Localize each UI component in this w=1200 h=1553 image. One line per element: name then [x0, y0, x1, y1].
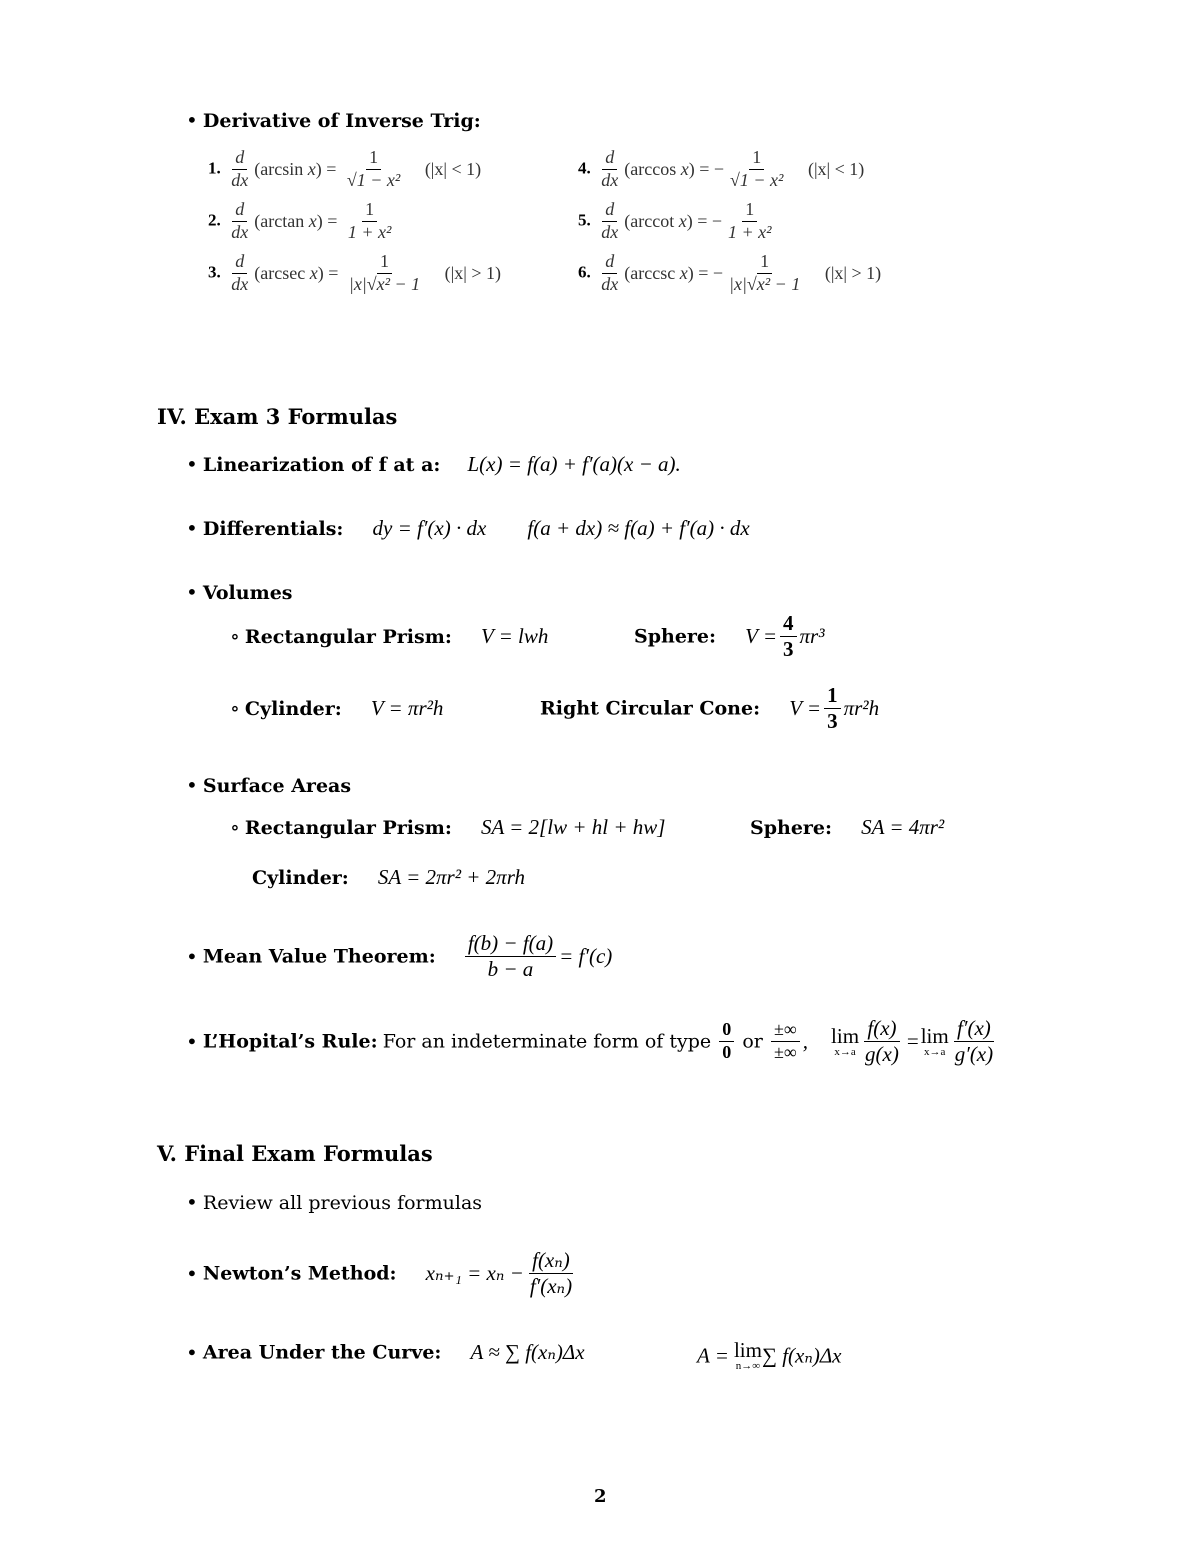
differentials-label: Differentials: — [202, 518, 344, 540]
trig-function-name: arccsc — [630, 262, 676, 283]
trig-condition: (|x| > 1) — [824, 262, 882, 283]
trig-function: (arcsin x) = — [254, 158, 341, 179]
lhopital-or: or — [742, 1030, 763, 1053]
differentials-formula: dy = f′(x) · dx — [372, 516, 487, 540]
circle-bullet-icon: ∘ — [230, 815, 240, 839]
trig-sign: − — [711, 210, 723, 231]
fraction — [345, 200, 395, 243]
fraction — [952, 1017, 996, 1066]
fraction-denominator: dx — [231, 273, 249, 294]
linearization-label: Linearization — [202, 454, 345, 476]
volume-sphere-label: Sphere: — [634, 625, 717, 648]
limit-word: lim — [920, 1023, 949, 1048]
trig-function-name: arccos — [630, 158, 677, 179]
linearization-rest: of f at a: — [344, 454, 441, 476]
fraction-numerator: d — [602, 148, 617, 170]
trig-function-name: arctan — [260, 210, 305, 231]
trig-number: 2. — [208, 210, 221, 230]
lhopital-comma: , — [802, 1029, 808, 1054]
trig-function-name: arcsin — [260, 158, 304, 179]
bullet-icon: • — [186, 1029, 198, 1054]
fraction-numerator: f′(x) — [954, 1017, 994, 1042]
fraction — [598, 252, 621, 295]
volume-cylinder-label: Cylinder: — [244, 698, 342, 720]
area-limit-item — [697, 1340, 842, 1372]
fraction-numerator: d — [602, 252, 617, 274]
bullet-icon: • — [186, 516, 198, 540]
fraction-numerator: 1 — [757, 252, 772, 274]
trig-function: (arctan x) = — [254, 210, 342, 231]
trig-variable: x — [309, 262, 318, 283]
trig-number: 1. — [208, 158, 221, 178]
fraction-numerator: f(xₙ) — [529, 1249, 573, 1274]
limit-subscript: x→a — [834, 1045, 856, 1058]
trig-formula-row — [208, 200, 411, 243]
fraction-numerator: 1 — [377, 252, 392, 274]
fraction — [780, 612, 797, 661]
fraction — [344, 148, 403, 191]
fraction-denominator: |x|√x² − 1 — [348, 273, 421, 294]
lhopital-text: For an indeterminate form of type — [382, 1030, 712, 1053]
trig-condition: (|x| > 1) — [444, 262, 502, 283]
trig-formula-row — [578, 148, 864, 191]
fraction — [824, 684, 841, 733]
newton-item — [186, 1249, 578, 1298]
trig-variable: x — [679, 262, 688, 283]
volume-cylinder-item — [230, 696, 443, 721]
page-number: 2 — [594, 1486, 607, 1507]
fraction-denominator: 1 + x² — [347, 221, 392, 242]
fraction-numerator: 1 — [749, 148, 764, 170]
surface-prism-formula: SA = 2[lw + hl + hw] — [480, 815, 666, 839]
volume-prism-formula: V = lwh — [480, 624, 549, 648]
fraction-numerator: d — [232, 148, 247, 170]
volume-cone-item — [540, 684, 879, 733]
fraction-denominator: √1 − x² — [346, 169, 401, 190]
fraction-denominator: 3 — [783, 637, 794, 662]
fraction-numerator: 1 — [362, 200, 377, 222]
bullet-icon: • — [186, 1261, 198, 1286]
fraction-denominator: dx — [601, 273, 619, 294]
fraction-denominator: dx — [601, 221, 619, 242]
surface-sphere-formula: SA = 4πr² — [861, 815, 945, 839]
area-approx-formula: A ≈ ∑ f(xₙ)Δx — [470, 1340, 585, 1364]
differentials-approx-formula: f(a + dx) ≈ f(a) + f′(a) · dx — [527, 516, 750, 540]
newton-label: Newton’s Method: — [202, 1262, 397, 1285]
surface-areas-label: Surface Areas — [202, 775, 352, 797]
volume-cone-rhs: πr²h — [843, 696, 880, 721]
linearization-item — [186, 452, 681, 477]
area-limit-lhs: A = — [697, 1343, 729, 1368]
fraction-numerator: f(b) − f(a) — [465, 932, 556, 957]
fraction-denominator: 1 + x² — [728, 221, 772, 242]
trig-function: (arccot x) = − — [624, 210, 723, 231]
trig-number: 3. — [208, 262, 221, 282]
bullet-icon: • — [186, 108, 198, 132]
bullet-icon: • — [186, 580, 198, 604]
bullet-icon: • — [186, 452, 198, 476]
fraction — [228, 148, 251, 191]
mvt-item — [186, 932, 612, 981]
bullet-icon: • — [186, 773, 198, 797]
fraction-numerator: 4 — [780, 612, 797, 637]
trig-function: (arccsc x) = − — [624, 262, 724, 283]
fraction-denominator: √1 − x² — [730, 169, 784, 190]
fraction-numerator: 1 — [824, 684, 841, 709]
fraction — [862, 1017, 902, 1066]
fraction — [598, 200, 621, 243]
trig-item — [186, 108, 481, 132]
trig-formula-row — [578, 252, 881, 295]
differentials-item — [186, 516, 750, 541]
trig-number: 6. — [578, 262, 591, 282]
mvt-rhs: = f′(c) — [559, 944, 613, 969]
fraction-numerator: d — [602, 200, 617, 222]
trig-condition: (|x| < 1) — [807, 158, 865, 179]
fraction-numerator: 1 — [366, 148, 381, 170]
trig-variable: x — [680, 158, 689, 179]
trig-variable: x — [308, 210, 317, 231]
section-title-exam3: IV. Exam 3 Formulas — [157, 404, 398, 429]
bullet-icon: • — [186, 1340, 198, 1365]
surface-sphere-item — [750, 815, 944, 840]
surface-cylinder-formula: SA = 2πr² + 2πrh — [377, 865, 525, 889]
fraction — [598, 148, 621, 191]
review-text: Review all previous formulas — [202, 1192, 483, 1214]
volume-sphere-lhs: V = — [745, 624, 777, 649]
fraction-numerator: d — [232, 200, 247, 222]
bullet-icon: • — [186, 944, 198, 969]
volume-sphere-item — [634, 612, 825, 661]
volume-sphere-rhs: πr³ — [799, 624, 825, 649]
fraction — [771, 1020, 800, 1063]
trig-condition: (|x| < 1) — [424, 158, 482, 179]
mvt-label: Mean Value Theorem: — [202, 945, 436, 968]
limit-subscript: x→a — [924, 1045, 946, 1058]
linearization-formula: L(x) = f(a) + f′(a)(x − a). — [467, 452, 681, 476]
volume-prism-label: Rectangular Prism: — [244, 626, 452, 648]
lhopital-label: L’Hopital’s Rule: — [202, 1030, 378, 1053]
fraction-numerator: d — [232, 252, 247, 274]
trig-function: (arccos x) = − — [624, 158, 725, 179]
limit — [734, 1340, 762, 1372]
trig-sign: − — [712, 262, 724, 283]
volumes-item — [186, 580, 292, 604]
bullet-icon: • — [186, 1190, 198, 1214]
fraction — [465, 932, 556, 981]
lhopital-equals: = — [906, 1029, 919, 1054]
fraction — [346, 252, 423, 295]
fraction-numerator: 0 — [719, 1020, 734, 1042]
trig-formula-row — [208, 148, 481, 191]
limit — [920, 1023, 949, 1058]
fraction-denominator: g(x) — [865, 1042, 899, 1067]
fraction — [725, 200, 775, 243]
trig-sign: − — [713, 158, 725, 179]
trig-function-name: arccot — [630, 210, 675, 231]
volume-prism-item — [230, 624, 548, 649]
circle-bullet-icon: ∘ — [230, 624, 240, 648]
section-title-final: V. Final Exam Formulas — [157, 1141, 433, 1166]
fraction-denominator: |x|√x² − 1 — [729, 273, 801, 294]
fraction-denominator: dx — [601, 169, 619, 190]
newton-lhs: xₙ₊₁ = xₙ − — [425, 1261, 524, 1286]
limit-word: lim — [831, 1023, 860, 1048]
volumes-label: Volumes — [202, 582, 293, 604]
area-item — [186, 1340, 585, 1365]
limit-word: lim — [733, 1338, 762, 1362]
lhopital-item — [186, 1017, 999, 1066]
trig-heading: Derivative of Inverse Trig: — [202, 110, 481, 132]
surface-areas-item — [186, 773, 351, 797]
fraction-denominator: 3 — [827, 709, 838, 734]
fraction-denominator: dx — [231, 221, 249, 242]
fraction — [719, 1020, 734, 1063]
volume-cone-lhs: V = — [789, 696, 822, 721]
review-item — [186, 1190, 482, 1214]
trig-formula-row — [208, 252, 501, 295]
surface-prism-label: Rectangular Prism: — [244, 817, 452, 839]
volume-cone-label: Right Circular Cone: — [540, 697, 761, 720]
surface-sphere-label: Sphere: — [750, 817, 833, 839]
fraction-numerator: ±∞ — [771, 1020, 800, 1042]
volume-cylinder-formula: V = πr²h — [370, 696, 444, 720]
surface-cylinder-label: Cylinder: — [252, 867, 349, 889]
fraction-denominator: g′(x) — [954, 1042, 994, 1067]
fraction-denominator: ±∞ — [773, 1042, 797, 1063]
fraction — [727, 148, 786, 191]
surface-prism-item — [230, 815, 665, 840]
fraction-denominator: f′(xₙ) — [529, 1274, 573, 1299]
surface-cylinder-item — [252, 865, 525, 890]
fraction — [228, 252, 251, 295]
fraction-denominator: b − a — [487, 957, 534, 982]
trig-number: 5. — [578, 210, 591, 230]
fraction-denominator: dx — [231, 169, 249, 190]
fraction — [228, 200, 251, 243]
fraction-numerator: f(x) — [864, 1017, 899, 1042]
fraction — [726, 252, 803, 295]
area-label: Area Under the Curve: — [202, 1341, 442, 1364]
trig-formula-row — [578, 200, 792, 243]
trig-variable: x — [678, 210, 687, 231]
circle-bullet-icon: ∘ — [230, 696, 240, 720]
trig-function-name: arcsec — [260, 262, 306, 283]
trig-function: (arcsec x) = — [254, 262, 343, 283]
fraction — [527, 1249, 575, 1298]
fraction-numerator: 1 — [742, 200, 757, 222]
trig-variable: x — [307, 158, 316, 179]
limit-subscript: n→∞ — [735, 1360, 761, 1372]
fraction-denominator: 0 — [722, 1042, 732, 1063]
area-limit-rhs: ∑ f(xₙ)Δx — [761, 1343, 842, 1368]
limit — [831, 1023, 860, 1058]
trig-number: 4. — [578, 158, 591, 178]
